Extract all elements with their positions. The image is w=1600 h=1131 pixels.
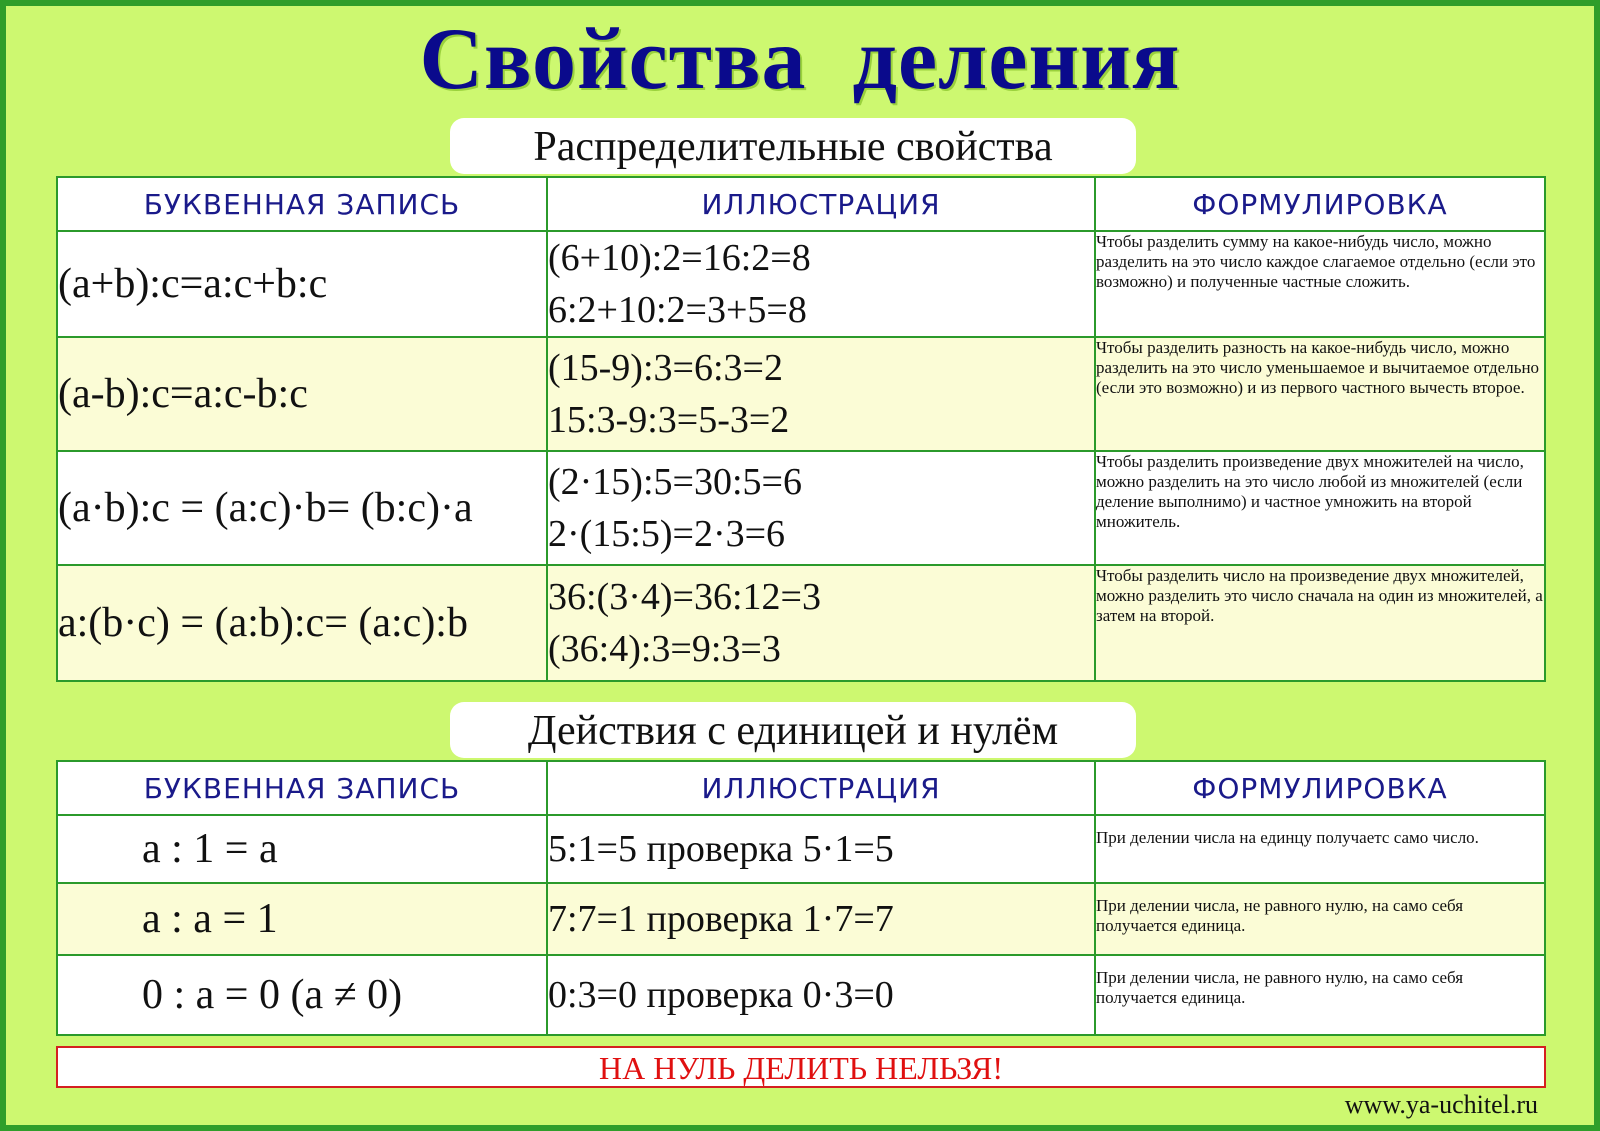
- one-and-zero-table: [56, 760, 1546, 1036]
- column-header-notation: БУКВЕННАЯ ЗАПИСЬ: [57, 761, 547, 815]
- illustration-cell: 0:3=0 проверка 0·3=0: [547, 955, 1095, 1035]
- formula-cell: (a-b):c=a:c-b:c: [57, 337, 547, 451]
- formula-cell: (a·b):c = (a:c)·b= (b:c)·a: [57, 451, 547, 565]
- formula-cell: 0 : a = 0 (a ≠ 0): [57, 955, 547, 1035]
- column-header-illustration: ИЛЛЮСТРАЦИЯ: [547, 177, 1095, 231]
- illustration-line: (36:4):3=9:3=3: [548, 628, 781, 670]
- illustration-line: 2·(15:5)=2·3=6: [548, 513, 786, 555]
- table-row: [57, 451, 1545, 565]
- poster: [6, 6, 1594, 1125]
- illustration-line: (6+10):2=16:2=8: [548, 237, 811, 279]
- illustration-cell: 5:1=5 проверка 5·1=5: [547, 815, 1095, 883]
- illustration-cell: [547, 231, 1095, 337]
- section-heading-one-zero: Действия с единицей и нулём: [450, 702, 1136, 758]
- column-header-illustration: ИЛЛЮСТРАЦИЯ: [547, 761, 1095, 815]
- illustration-line: 6:2+10:2=3+5=8: [548, 289, 807, 331]
- distributive-properties-table: [56, 176, 1546, 682]
- illustration-cell: 7:7=1 проверка 1·7=7: [547, 883, 1095, 955]
- description-cell: Чтобы разделить разность на какое-нибудь число, можно разделить на это число уменьшаемое и вычитаемое отдельно (если это возможно) и из первого частного вычесть второе.: [1095, 337, 1545, 451]
- illustration-line: (15-9):3=6:3=2: [548, 347, 783, 389]
- section-heading-distributive: Распределительные свойства: [450, 118, 1136, 174]
- illustration-line: (2·15):5=30:5=6: [548, 461, 802, 503]
- table-row: [57, 565, 1545, 681]
- table-row: [57, 231, 1545, 337]
- table-header-row: [57, 761, 1545, 815]
- formula-cell: a : a = 1: [57, 883, 547, 955]
- table-row: [57, 337, 1545, 451]
- illustration-cell: [547, 451, 1095, 565]
- description-cell: Чтобы разделить сумму на какое-нибудь число, можно разделить на это число каждое слагаемое отдельно (если это возможно) и полученные частные сложить.: [1095, 231, 1545, 337]
- description-cell: Чтобы разделить произведение двух множителей на число, можно разделить на это число любой из множителей (если деление выполнимо) и частное умножить на второй множитель.: [1095, 451, 1545, 565]
- illustration-cell: [547, 565, 1095, 681]
- formula-cell: a:(b·c) = (a:b):c= (a:c):b: [57, 565, 547, 681]
- column-header-notation: БУКВЕННАЯ ЗАПИСЬ: [57, 177, 547, 231]
- description-cell: Чтобы разделить число на произведение двух множителей, можно разделить это число сначала на один из множителей, а затем на второй.: [1095, 565, 1545, 681]
- formula-cell: a : 1 = a: [57, 815, 547, 883]
- table-row: [57, 815, 1545, 883]
- description-cell: При делении числа на единцу получаетс само число.: [1095, 815, 1545, 883]
- illustration-cell: [547, 337, 1095, 451]
- description-cell: При делении числа, не равного нулю, на само себя получается единица.: [1095, 883, 1545, 955]
- table-row: [57, 883, 1545, 955]
- column-header-formulation: ФОРМУЛИРОВКА: [1095, 177, 1545, 231]
- website-link[interactable]: www.ya-uchitel.ru: [1344, 1090, 1538, 1119]
- page-title: Свойства деления: [419, 11, 1181, 108]
- warning-banner: НА НУЛЬ ДЕЛИТЬ НЕЛЬЗЯ!: [56, 1046, 1546, 1088]
- column-header-formulation: ФОРМУЛИРОВКА: [1095, 761, 1545, 815]
- description-cell: При делении числа, не равного нулю, на само себя получается единица.: [1095, 955, 1545, 1035]
- table-row: [57, 955, 1545, 1035]
- illustration-line: 15:3-9:3=5-3=2: [548, 399, 790, 441]
- table-header-row: [57, 177, 1545, 231]
- formula-cell: (a+b):c=a:c+b:c: [57, 231, 547, 337]
- illustration-line: 36:(3·4)=36:12=3: [548, 576, 821, 618]
